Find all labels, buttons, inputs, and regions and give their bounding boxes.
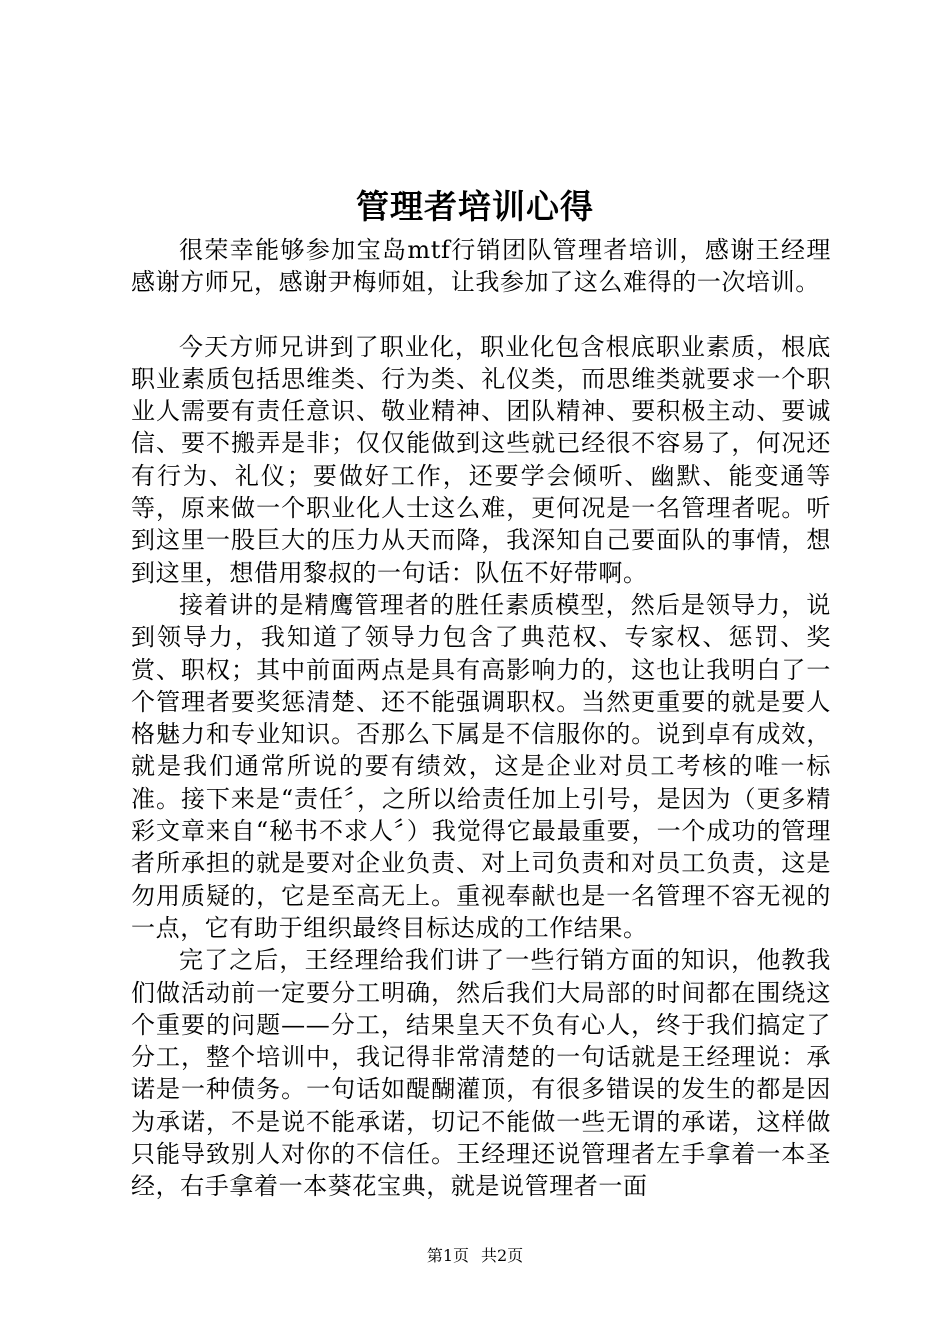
document-body bbox=[131, 234, 831, 1203]
document-title: 管理者培训心得 bbox=[356, 187, 594, 226]
paragraph-intro: 很荣幸能够参加宝岛mtf行销团队管理者培训，感谢王经理感谢方师兄，感谢尹梅师姐，让我参加了这么难得的一次培训。 bbox=[131, 236, 831, 297]
paragraph-leadership: 接着讲的是精鹰管理者的胜任素质模型，然后是领导力，说到领导力，我知道了领导力包含了典范权、专家权、惩罚、奖赏、职权；其中前面两点是具有高影响力的，这也让我明白了一个管理者要奖惩清楚、还不能强调职权。当然更重要的就是要人格魅力和专业知识。否那么下属是不信服你的。说到卓有成效，就是我们通常所说的要有绩效，这是企业对员工考核的唯一标准。接下来是“责任〞，之所以给责任加上引号，是因为（更多精彩文章来自“秘书不求人〞）我觉得它最最重要，一个成功的管理者所承担的就是要对企业负责、对上司负责和对员工负责，这是勿用质疑的，它是至高无上。重视奉献也是一名管理不容无视的一点，它有助于组织最终目标达成的工作结果。 bbox=[131, 590, 831, 942]
paragraph-marketing: 完了之后，王经理给我们讲了一些行销方面的知识，他教我们做活动前一定要分工明确，然后我们大局部的时间都在围绕这个重要的问题——分工，结果皇天不负有心人，终于我们搞定了分工，整个培训中，我记得非常清楚的一句话就是王经理说：承诺是一种债务。一句话如醍醐灌顶，有很多错误的发生的都是因为承诺，不是说不能承诺，切记不能做一些无谓的承诺，这样做只能导致别人对你的不信任。王经理还说管理者左手拿着一本圣经，右手拿着一本葵花宝典，就是说管理者一面 bbox=[131, 946, 831, 1201]
paragraph-professionalism: 今天方师兄讲到了职业化，职业化包含根底职业素质，根底职业素质包括思维类、行为类、礼仪类，而思维类就要求一个职业人需要有责任意识、敬业精神、团队精神、要积极主动、要诚信、要不搬弄是非；仅仅能做到这些就已经很不容易了，何况还有行为、礼仪；要做好工作，还要学会倾听、幽默、能变通等等，原来做一个职业化人士这么难，更何况是一名管理者呢。听到这里一股巨大的压力从天而降，我深知自己要面队的事情，想到这里，想借用黎叔的一句话：队伍不好带啊。 bbox=[131, 332, 831, 587]
page-number: 第1页 bbox=[426, 1246, 469, 1265]
page-total: 共2页 bbox=[481, 1246, 524, 1265]
page-footer bbox=[0, 1244, 950, 1268]
